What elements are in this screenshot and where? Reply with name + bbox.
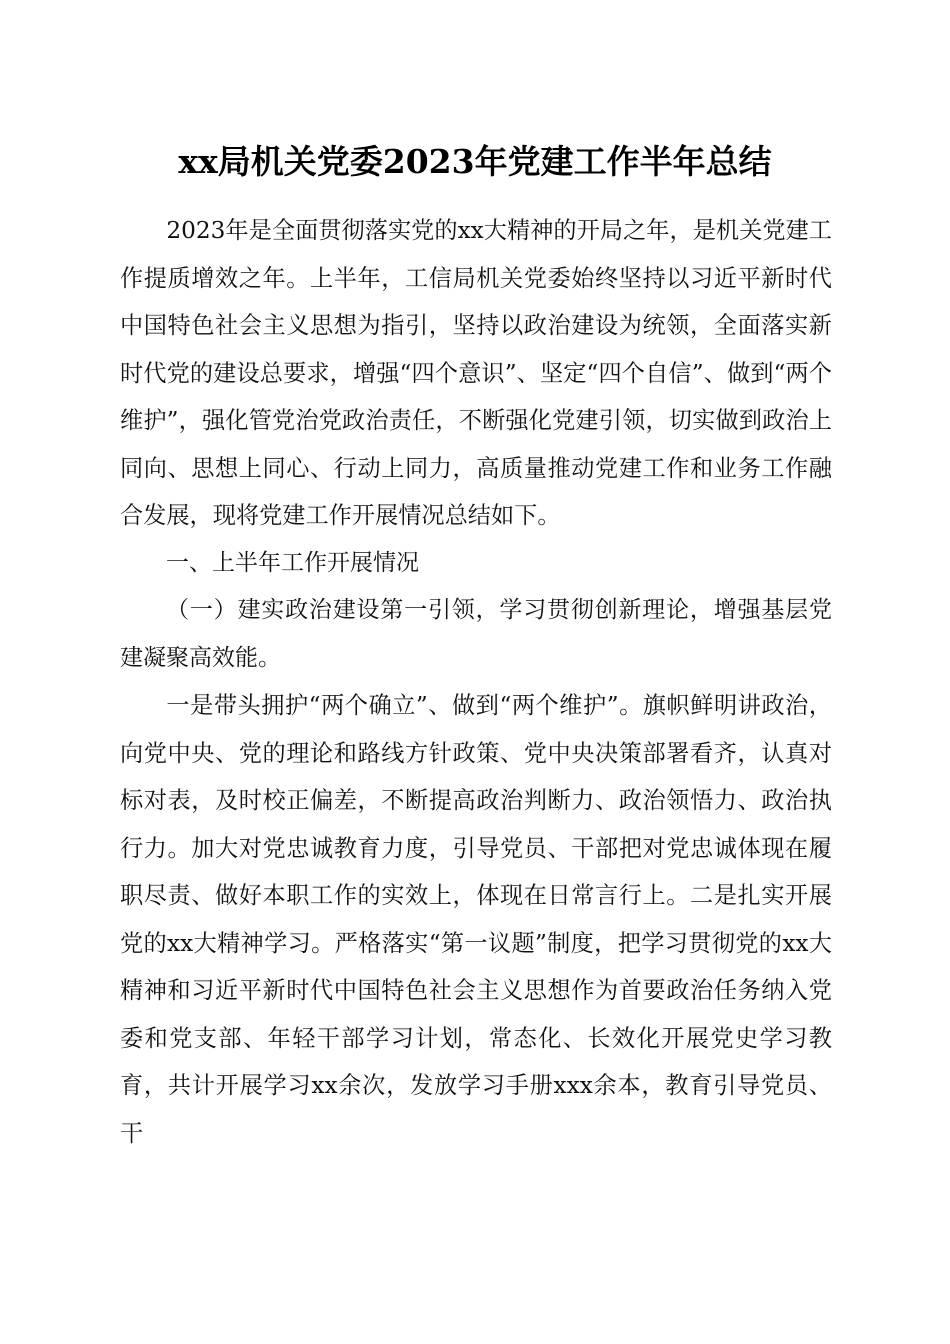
intro-paragraph: 2023年是全面贯彻落实党的xx大精神的开局之年，是机关党建工作提质增效之年。上半年，工信局机关党委始终坚持以习近平新时代中国特色社会主义思想为指引，坚持以政治建设为统领，全面落实新时代党的建设总要求，增强“四个意识”、坚定“四个自信”、做到“两个维护”，强化管党治党政治责任，不断强化党建引领，切实做到政治上同向、思想上同心、行动上同力，高质量推动党建工作和业务工作融合发展，现将党建工作开展情况总结如下。	[120, 217, 832, 529]
document-body	[120, 207, 832, 1157]
section-heading: 一、上半年工作开展情况	[166, 549, 419, 576]
subsection-heading: （一）建实政治建设第一引领，学习贯彻创新理论，增强基层党建凝聚高效能。	[120, 597, 832, 671]
document-title: xx局机关党委2023年党建工作半年总结	[178, 142, 772, 181]
body-paragraph: 一是带头拥护“两个确立”、做到“两个维护”。旗帜鲜明讲政治，向党中央、党的理论和路线方针政策、党中央决策部署看齐，认真对标对表，及时校正偏差，不断提高政治判断力、政治领悟力、政治执行力。加大对党忠诚教育力度，引导党员、干部把对党忠诚体现在履职尽责、做好本职工作的实效上，体现在日常言行上。二是扎实开展党的xx大精神学习。严格落实“第一议题”制度，把学习贯彻党的xx大精神和习近平新时代中国特色社会主义思想作为首要政治任务纳入党委和党支部、年轻干部学习计划，常态化、长效化开展党史学习教育，共计开展学习xx余次，发放学习手册xxx余本，教育引导党员、干	[120, 692, 832, 1147]
